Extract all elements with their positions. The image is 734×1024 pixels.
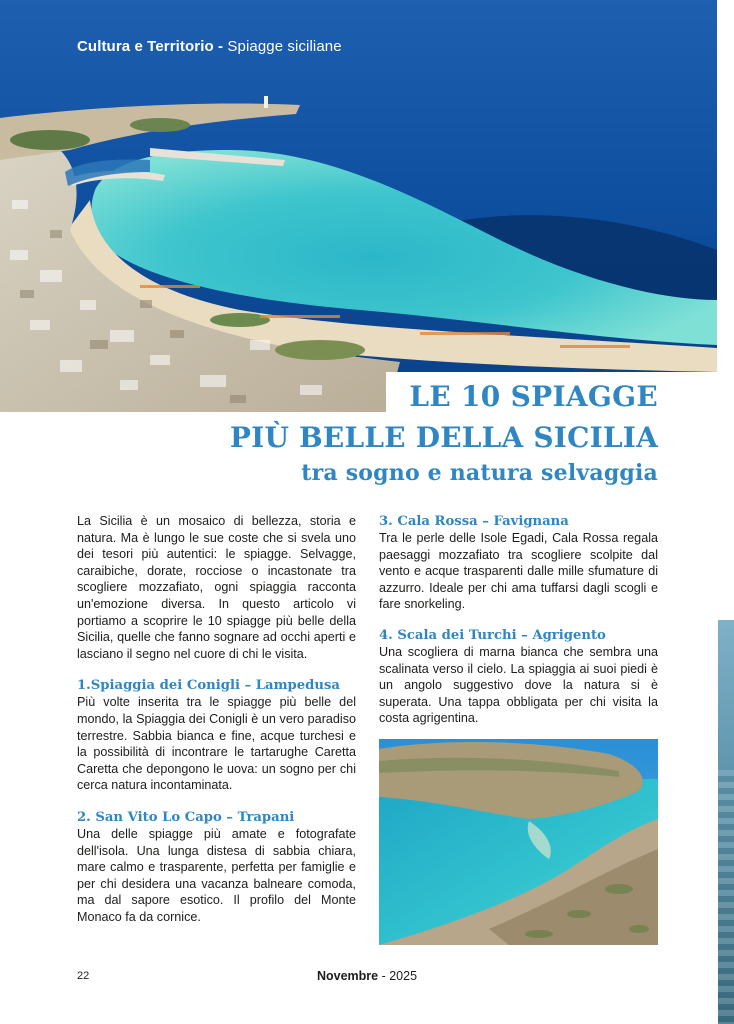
beach-text-4: Una scogliera di marna bianca che sembra una scalinata verso il cielo. La spiaggia ai suoi piedi è un angolo suggestivo dove la natura si è superata. Una tappa obbligata per chi visita la costa agrigentina. (379, 644, 658, 726)
beach-heading-4: 4. Scala dei Turchi – Agrigento (379, 627, 606, 643)
subsection-name: Spiagge siciliane (227, 38, 342, 55)
title-line-2: PIÙ BELLE DELLA SICILIA (229, 421, 658, 454)
beach-heading-3: 3. Cala Rossa – Favignana (379, 514, 569, 529)
beach-heading-1: 1.Spiaggia dei Conigli – Lampedusa (77, 678, 340, 694)
footer-year: - 2025 (381, 969, 418, 983)
beach-text-1: Più volte inserita tra le spiagge più belle del mondo, la Spiaggia dei Conigli è un vero paradiso terrestre. Sabbia bianca e fine, acque turchesi e la possibilità di incontrare le tartarughe Caretta Caretta che depongono le uova: un sogno per chi cerca natura incontaminata. (77, 695, 356, 793)
hero-photo (0, 0, 717, 412)
beach-heading-2: 2. San Vito Lo Capo – Trapani (77, 809, 295, 825)
left-column (77, 513, 356, 925)
page-number: 22 (77, 970, 90, 982)
footer-month: Novembre (316, 969, 379, 983)
beach-text-3: Tra le perle delle Isole Egadi, Cala Rossa regala paesaggi mozzafiato tra scogliere scolpite dal vento e acque trasparenti dalle mille sfumature di azzurro. Ideale per chi ama tuffarsi dagli scogli e fare snorkeling. (379, 531, 658, 612)
title-line-1: LE 10 SPIAGGE (409, 380, 658, 413)
right-column (379, 513, 658, 727)
section-label (77, 38, 342, 55)
footer-issue-date (0, 969, 734, 983)
intro-paragraph: La Sicilia è un mosaico di bellezza, storia e natura. Ma è lungo le sue coste che si svela uno dei tesori più autentici: le spiagge. Selvagge, caraibiche, dorate, rocciose o incastonate tra scogliere mozzafiato, ogni spiaggia racconta un'emozione diversa. In questo articolo vi portiamo a scoprire le 10 spiagge più belle della Sicilia, quelle che fanno sognare ad occhi aperti e lasciano il segno nel cuore di chi le visita. (77, 514, 356, 661)
section-name: Cultura e Territorio - (77, 38, 224, 55)
cove-photo (379, 739, 658, 945)
beach-text-2: Una delle spiagge più amate e fotografate dell'isola. Una lunga distesa di sabbia chiara, mare calmo e trasparente, perfetta per famiglie e per chi desidera una vacanza balneare comoda, ma dal sapore esotico. Il profilo del Monte Monaco fa da cornice. (77, 826, 356, 924)
title-subtitle: tra sogno e natura selvaggia (301, 460, 658, 486)
next-page-edge (718, 620, 734, 1024)
